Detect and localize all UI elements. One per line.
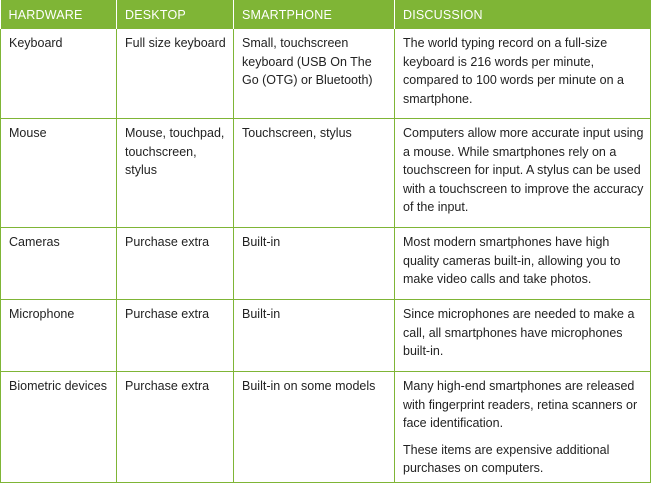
cell-hardware: Mouse [1, 119, 117, 228]
cell-desktop: Purchase extra [117, 228, 234, 300]
cell-hardware: Cameras [1, 228, 117, 300]
cell-desktop: Purchase extra [117, 300, 234, 372]
cell-discussion: Computers allow more accurate input using a mouse. While smartphones rely on a touchscreen for input. A stylus can be used with a touchscreen to improve the accuracy of the input. [395, 119, 651, 228]
table-row [1, 119, 651, 228]
cell-smartphone: Touchscreen, stylus [234, 119, 395, 228]
header-smartphone: SMARTPHONE [234, 0, 395, 29]
cell-desktop: Purchase extra [117, 372, 234, 483]
cell-discussion: Most modern smartphones have high quality cameras built-in, allowing you to make video calls and take photos. [395, 228, 651, 300]
cell-hardware: Keyboard [1, 29, 117, 119]
discussion-paragraph-1: Many high-end smartphones are released with fingerprint readers, retina scanners or face identification. [403, 379, 638, 430]
table-row [1, 372, 651, 483]
cell-desktop: Full size keyboard [117, 29, 234, 119]
cell-hardware: Biometric devices [1, 372, 117, 483]
cell-smartphone: Built-in [234, 228, 395, 300]
cell-smartphone: Small, touchscreen keyboard (USB On The Go (OTG) or Bluetooth) [234, 29, 395, 119]
cell-hardware: Microphone [1, 300, 117, 372]
cell-desktop: Mouse, touchpad, touchscreen, stylus [117, 119, 234, 228]
cell-discussion: The world typing record on a full-size keyboard is 216 words per minute, compared to 100 words per minute on a smartphone. [395, 29, 651, 119]
header-discussion: DISCUSSION [395, 0, 651, 29]
cell-discussion: Since microphones are needed to make a call, all smartphones have microphones built-in. [395, 300, 651, 372]
table-body [1, 29, 651, 482]
cell-smartphone: Built-in on some models [234, 372, 395, 483]
header-desktop: DESKTOP [117, 0, 234, 29]
table-row [1, 228, 651, 300]
header-row [1, 0, 651, 29]
header-hardware: HARDWARE [1, 0, 117, 29]
table-row [1, 300, 651, 372]
table-header [1, 0, 651, 29]
discussion-paragraph-2: These items are expensive additional purchases on computers. [403, 442, 610, 475]
table-row [1, 29, 651, 119]
cell-smartphone: Built-in [234, 300, 395, 372]
cell-discussion [395, 372, 651, 483]
